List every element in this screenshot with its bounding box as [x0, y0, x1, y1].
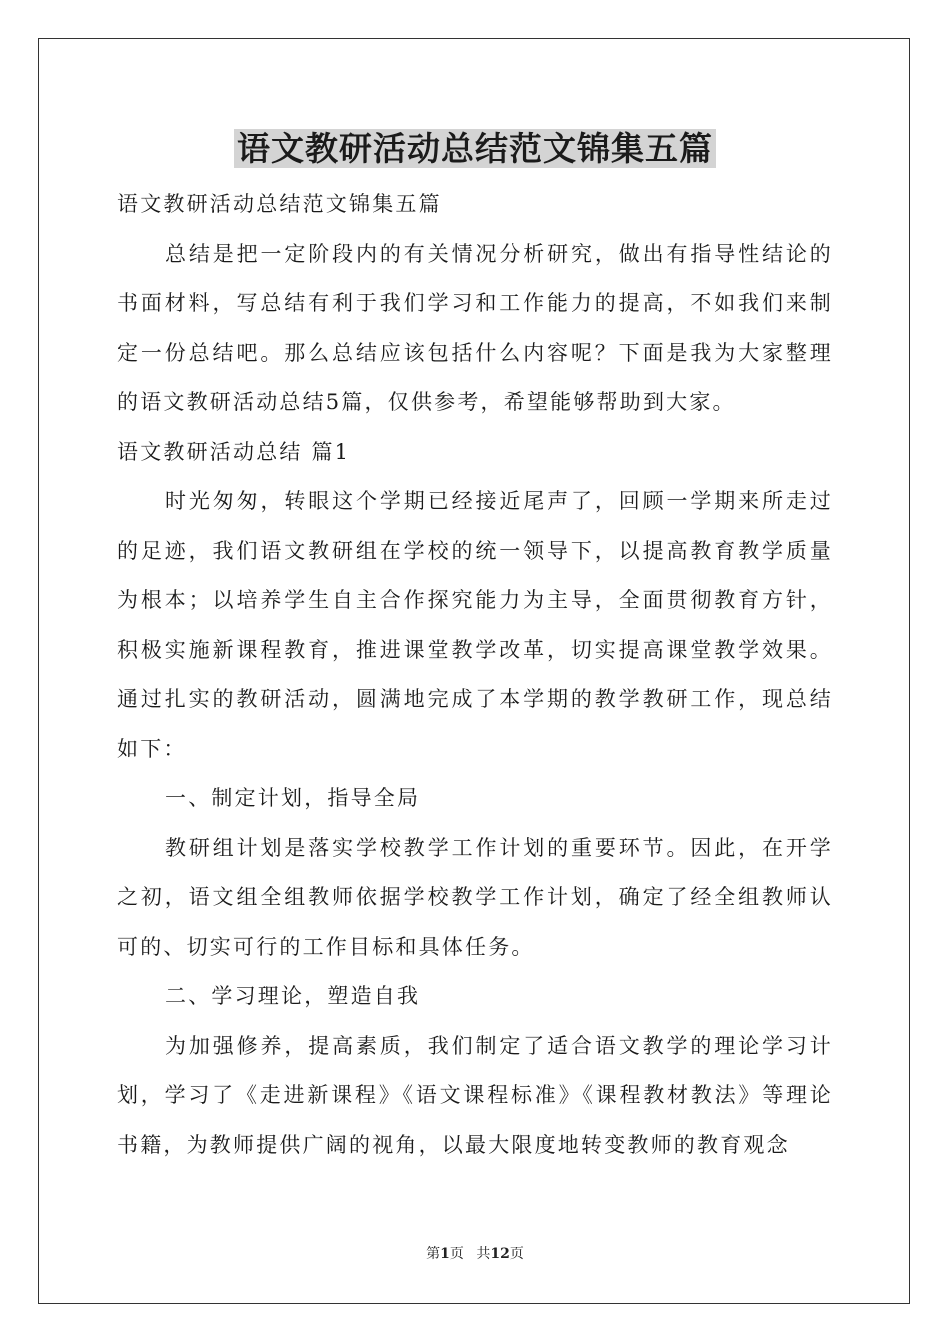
document-title-text: 语文教研活动总结范文锦集五篇 — [234, 129, 716, 168]
subtitle-line: 语文教研活动总结范文锦集五篇 — [117, 192, 442, 216]
page-footer — [0, 1244, 950, 1264]
body-paragraph: 为加强修养，提高素质，我们制定了适合语文教学的理论学习计划，学习了《走进新课程》《语文课程标准》《课程教材教法》等理论书籍，为教师提供广阔的视角，以最大限度地转变教师的教育观念 — [117, 1033, 833, 1157]
total-pages: 12 — [490, 1246, 510, 1262]
subheading-theory: 二、学习理论，塑造自我 — [165, 984, 421, 1008]
page-indicator: 第1页 — [426, 1246, 464, 1262]
document-title — [0, 125, 950, 173]
intro-paragraph: 总结是把一定阶段内的有关情况分析研究，做出有指导性结论的书面材料，写总结有利于我们学习和工作能力的提高，不如我们来制定一份总结吧。那么总结应该包括什么内容呢？下面是我为大家整理的语文教研活动总结5篇，仅供参考，希望能够帮助到大家。 — [117, 241, 833, 414]
subheading-plan: 一、制定计划，指导全局 — [165, 786, 421, 810]
page-number: 1 — [440, 1246, 450, 1262]
body-paragraph: 时光匆匆，转眼这个学期已经接近尾声了，回顾一学期来所走过的足迹，我们语文教研组在学校的统一领导下，以提高教育教学质量为根本；以培养学生自主合作探究能力为主导，全面贯彻教育方针，积极实施新课程教育，推进课堂教学改革，切实提高课堂教学效果。通过扎实的教研活动，圆满地完成了本学期的教学教研工作，现总结如下： — [117, 489, 833, 761]
total-pages-indicator: 共12页 — [476, 1246, 524, 1262]
document-body — [117, 180, 833, 1170]
section-heading-1: 语文教研活动总结 篇1 — [117, 439, 351, 464]
body-paragraph: 教研组计划是落实学校教学工作计划的重要环节。因此，在开学之初，语文组全组教师依据学校教学工作计划，确定了经全组教师认可的、切实可行的工作目标和具体任务。 — [117, 835, 833, 959]
